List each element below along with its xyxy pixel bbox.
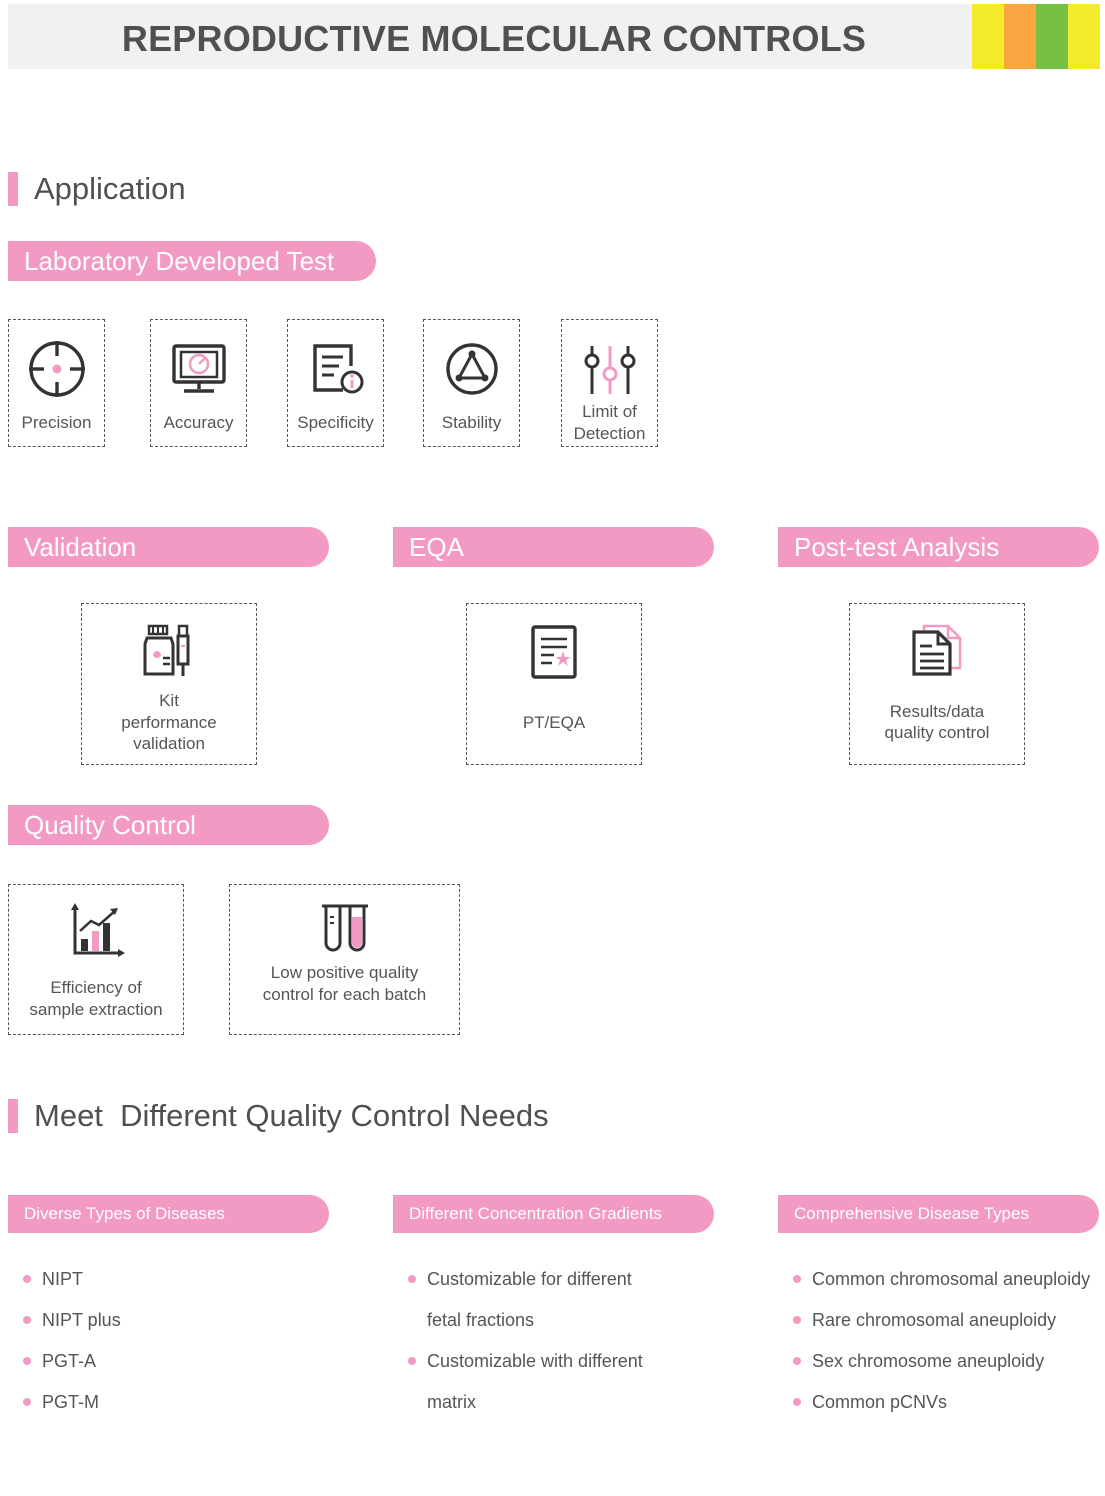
- application-title: Application: [34, 171, 186, 206]
- extraction-label-line1: Efficiency of: [50, 978, 142, 997]
- triangle-circle-icon: [444, 341, 500, 397]
- ldt-pill: Laboratory Developed Test: [8, 241, 376, 281]
- reagent-kit-icon: [143, 624, 195, 680]
- pt-eqa-label: PT/EQA: [522, 713, 586, 732]
- accuracy-label: Accuracy: [163, 413, 234, 432]
- growth-chart-icon: [67, 903, 125, 959]
- extraction-label-line2: sample extraction: [29, 1000, 163, 1019]
- specificity-label: Specificity: [297, 413, 374, 432]
- quality-control-pill: Quality Control: [8, 805, 329, 845]
- heading-accent-bar: [8, 1099, 18, 1133]
- color-swatch: [1036, 4, 1068, 69]
- needs-heading: [8, 1099, 549, 1133]
- accuracy-card: [150, 319, 247, 447]
- list-item: NIPT plus: [23, 1300, 121, 1341]
- kit-label-line3: validation: [133, 734, 205, 753]
- comprehensive-types-pill: Comprehensive Disease Types: [778, 1195, 1099, 1233]
- page-title: REPRODUCTIVE MOLECULAR CONTROLS: [121, 18, 867, 59]
- test-tubes-icon: [320, 903, 370, 955]
- kit-label-line2: performance: [121, 713, 217, 732]
- kit-label-line1: Kit: [159, 691, 179, 710]
- list-item: Common chromosomal aneuploidy: [793, 1259, 1090, 1300]
- crosshair-icon: [27, 339, 87, 399]
- header-banner: [8, 4, 1100, 69]
- results-label-line1: Results/data: [889, 702, 985, 721]
- lod-label-line2: Detection: [573, 424, 646, 443]
- pt-eqa-card: [466, 603, 642, 765]
- concentration-gradients-pill: Different Concentration Gradients: [393, 1195, 714, 1233]
- document-info-icon: [307, 340, 365, 398]
- monitor-gauge-icon: [170, 342, 228, 398]
- low-positive-qc-card: [229, 884, 460, 1035]
- precision-label: Precision: [21, 413, 92, 432]
- concentration-gradients-list: [408, 1259, 643, 1423]
- list-item: Rare chromosomal aneuploidy: [793, 1300, 1090, 1341]
- low-positive-label-line1: Low positive quality: [270, 963, 419, 982]
- post-test-pill: Post-test Analysis: [778, 527, 1099, 567]
- list-item: Common pCNVs: [793, 1382, 1090, 1423]
- list-item: PGT-A: [23, 1341, 121, 1382]
- stability-label: Stability: [441, 413, 502, 432]
- color-swatch: [1004, 4, 1036, 69]
- list-item: Customizable for different: [408, 1259, 643, 1300]
- stability-card: [423, 319, 520, 447]
- list-item: Sex chromosome aneuploidy: [793, 1341, 1090, 1382]
- diverse-diseases-list: [23, 1259, 121, 1423]
- list-item-continuation: matrix: [427, 1392, 476, 1412]
- kit-validation-card: [81, 603, 257, 765]
- limit-of-detection-card: [561, 319, 658, 447]
- documents-icon: [908, 624, 966, 678]
- specificity-card: [287, 319, 384, 447]
- eqa-pill: EQA: [393, 527, 714, 567]
- extraction-efficiency-card: [8, 884, 184, 1035]
- list-item: PGT-M: [23, 1382, 121, 1423]
- results-label-line2: quality control: [884, 723, 990, 742]
- needs-title: Meet Different Quality Control Needs: [34, 1098, 549, 1133]
- validation-pill: Validation: [8, 527, 329, 567]
- diverse-diseases-pill: Diverse Types of Diseases: [8, 1195, 329, 1233]
- precision-card: [8, 319, 105, 447]
- list-item-continuation: fetal fractions: [427, 1310, 535, 1330]
- sliders-icon: [580, 344, 640, 400]
- heading-accent-bar: [8, 172, 18, 206]
- color-swatch: [972, 4, 1004, 69]
- low-positive-label-line2: control for each batch: [262, 985, 427, 1004]
- certificate-icon: [530, 624, 578, 680]
- list-item: Customizable with different: [408, 1341, 643, 1382]
- comprehensive-types-list: [793, 1259, 1090, 1423]
- list-item: NIPT: [23, 1259, 121, 1300]
- results-qc-card: [849, 603, 1025, 765]
- lod-label-line1: Limit of: [582, 402, 637, 421]
- application-heading: [8, 172, 186, 206]
- color-swatch: [1068, 4, 1100, 69]
